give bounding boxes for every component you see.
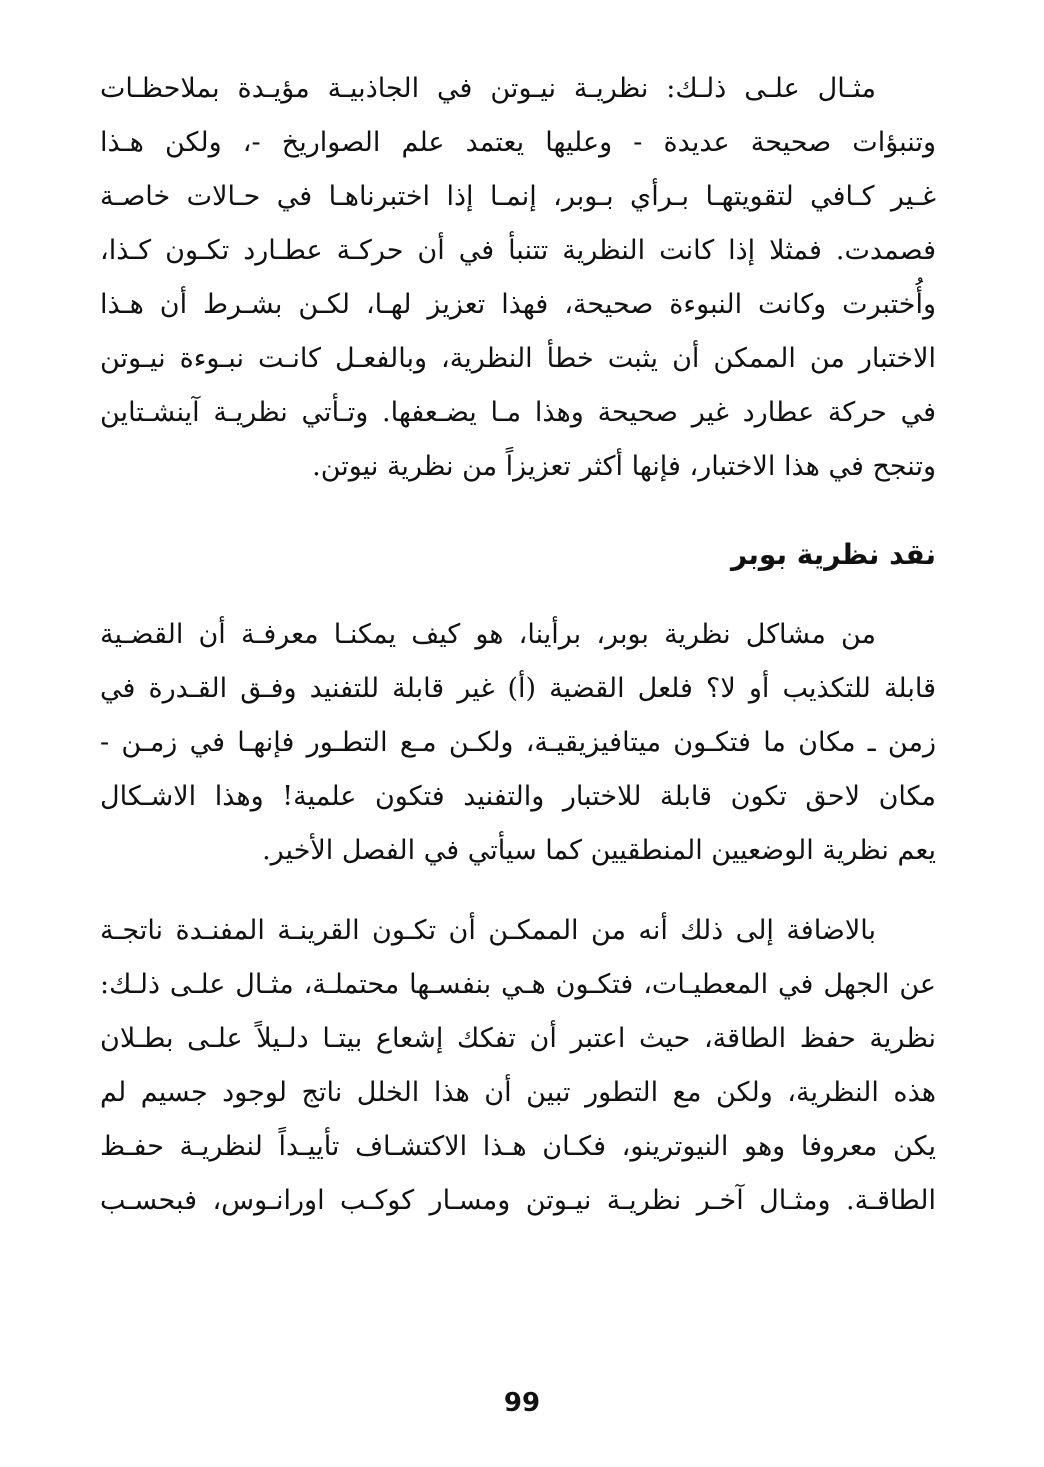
text-line: في حركة عطارد غير صحيحة وهذا مـا يضـعفها. وتـأتي نظريـة آينشـتاين bbox=[100, 397, 936, 428]
text-line: يكن معروفا وهو النيوترينو، فكـان هـذا الاكتشـاف تأييـداً لنظريـة حفـظ bbox=[100, 1131, 936, 1162]
paragraph-popper-critique bbox=[100, 608, 936, 878]
text-line: فصمدت. فمثلا إذا كانت النظرية تتنبأ في أن حركـة عطـارد تكـون كـذا، bbox=[100, 235, 936, 266]
page-number: 99 bbox=[503, 1388, 541, 1418]
text-line: مثـال علـى ذلـك: نظريـة نيـوتن في الجاذبيـة مؤيـدة بملاحظـات bbox=[100, 73, 876, 104]
text-line: الاختبار من الممكن أن يثبت خطأ النظرية، وبالفعـل كانـت نبـوءة نيـوتن bbox=[100, 343, 936, 374]
text-line: زمن ـ مكان ما فتكـون ميتافيزيقيـة، ولكـن مـع التطـور فإنهـا في زمـن - bbox=[100, 727, 936, 758]
text-line: الطاقـة. ومثـال آخـر نظريـة نيـوتن ومسـار كوكـب اورانـوس، فبحسـب bbox=[100, 1185, 936, 1216]
section-heading: نقد نظرية بوبر bbox=[730, 538, 936, 571]
text-line: بالاضافة إلى ذلك أنه من الممكـن أن تكـون القرينـة المفنـدة ناتجـة bbox=[100, 915, 876, 946]
text-line: من مشاكل نظرية بوبر، برأينا، هو كيف يمكنـا معرفـة أن القضـية bbox=[100, 619, 876, 650]
text-line: مكان لاحق تكون قابلة للاختبار والتفنيد فتكون علمية! وهذا الاشـكال bbox=[100, 781, 936, 812]
text-line: قابلة للتكذيب أو لا؟ فلعل القضية (أ) غير قابلة للتفنيد وفـق القـدرة في bbox=[100, 673, 936, 704]
text-line: يعم نظرية الوضعيين المنطقيين كما سيأتي في الفصل الأخير. bbox=[262, 835, 936, 866]
text-line: غـير كـافي لتقويتهـا بـرأي بـوبر، إنمـا إذا اختبرناهـا في حـالات خاصـة bbox=[100, 181, 936, 212]
text-line: هذه النظرية، ولكن مع التطور تبين أن هذا الخلل ناتج لوجود جسيم لم bbox=[100, 1077, 936, 1108]
page-body bbox=[100, 62, 936, 1228]
paragraph-newton-example bbox=[100, 62, 936, 494]
text-line: وتنجح في هذا الاختبار، فإنها أكثر تعزيزاً من نظرية نيوتن. bbox=[312, 451, 936, 482]
paragraph-energy-conservation bbox=[100, 904, 936, 1228]
text-line: نظرية حفظ الطاقة، حيث اعتبر أن تفكك إشعاع بيتـا دلـيلاً علـى بطـلان bbox=[100, 1023, 936, 1054]
text-line: وأُختبرت وكانت النبوءة صحيحة، فهذا تعزيز لهـا، لكـن بشـرط أن هـذا bbox=[100, 289, 936, 320]
text-line: عن الجهل في المعطيـات، فتكـون هـي بنفسـها محتملـة، مثـال علـى ذلـك: bbox=[100, 969, 936, 1000]
text-line: وتنبؤات صحيحة عديدة - وعليها يعتمد علم الصواريخ -، ولكن هـذا bbox=[100, 127, 936, 158]
